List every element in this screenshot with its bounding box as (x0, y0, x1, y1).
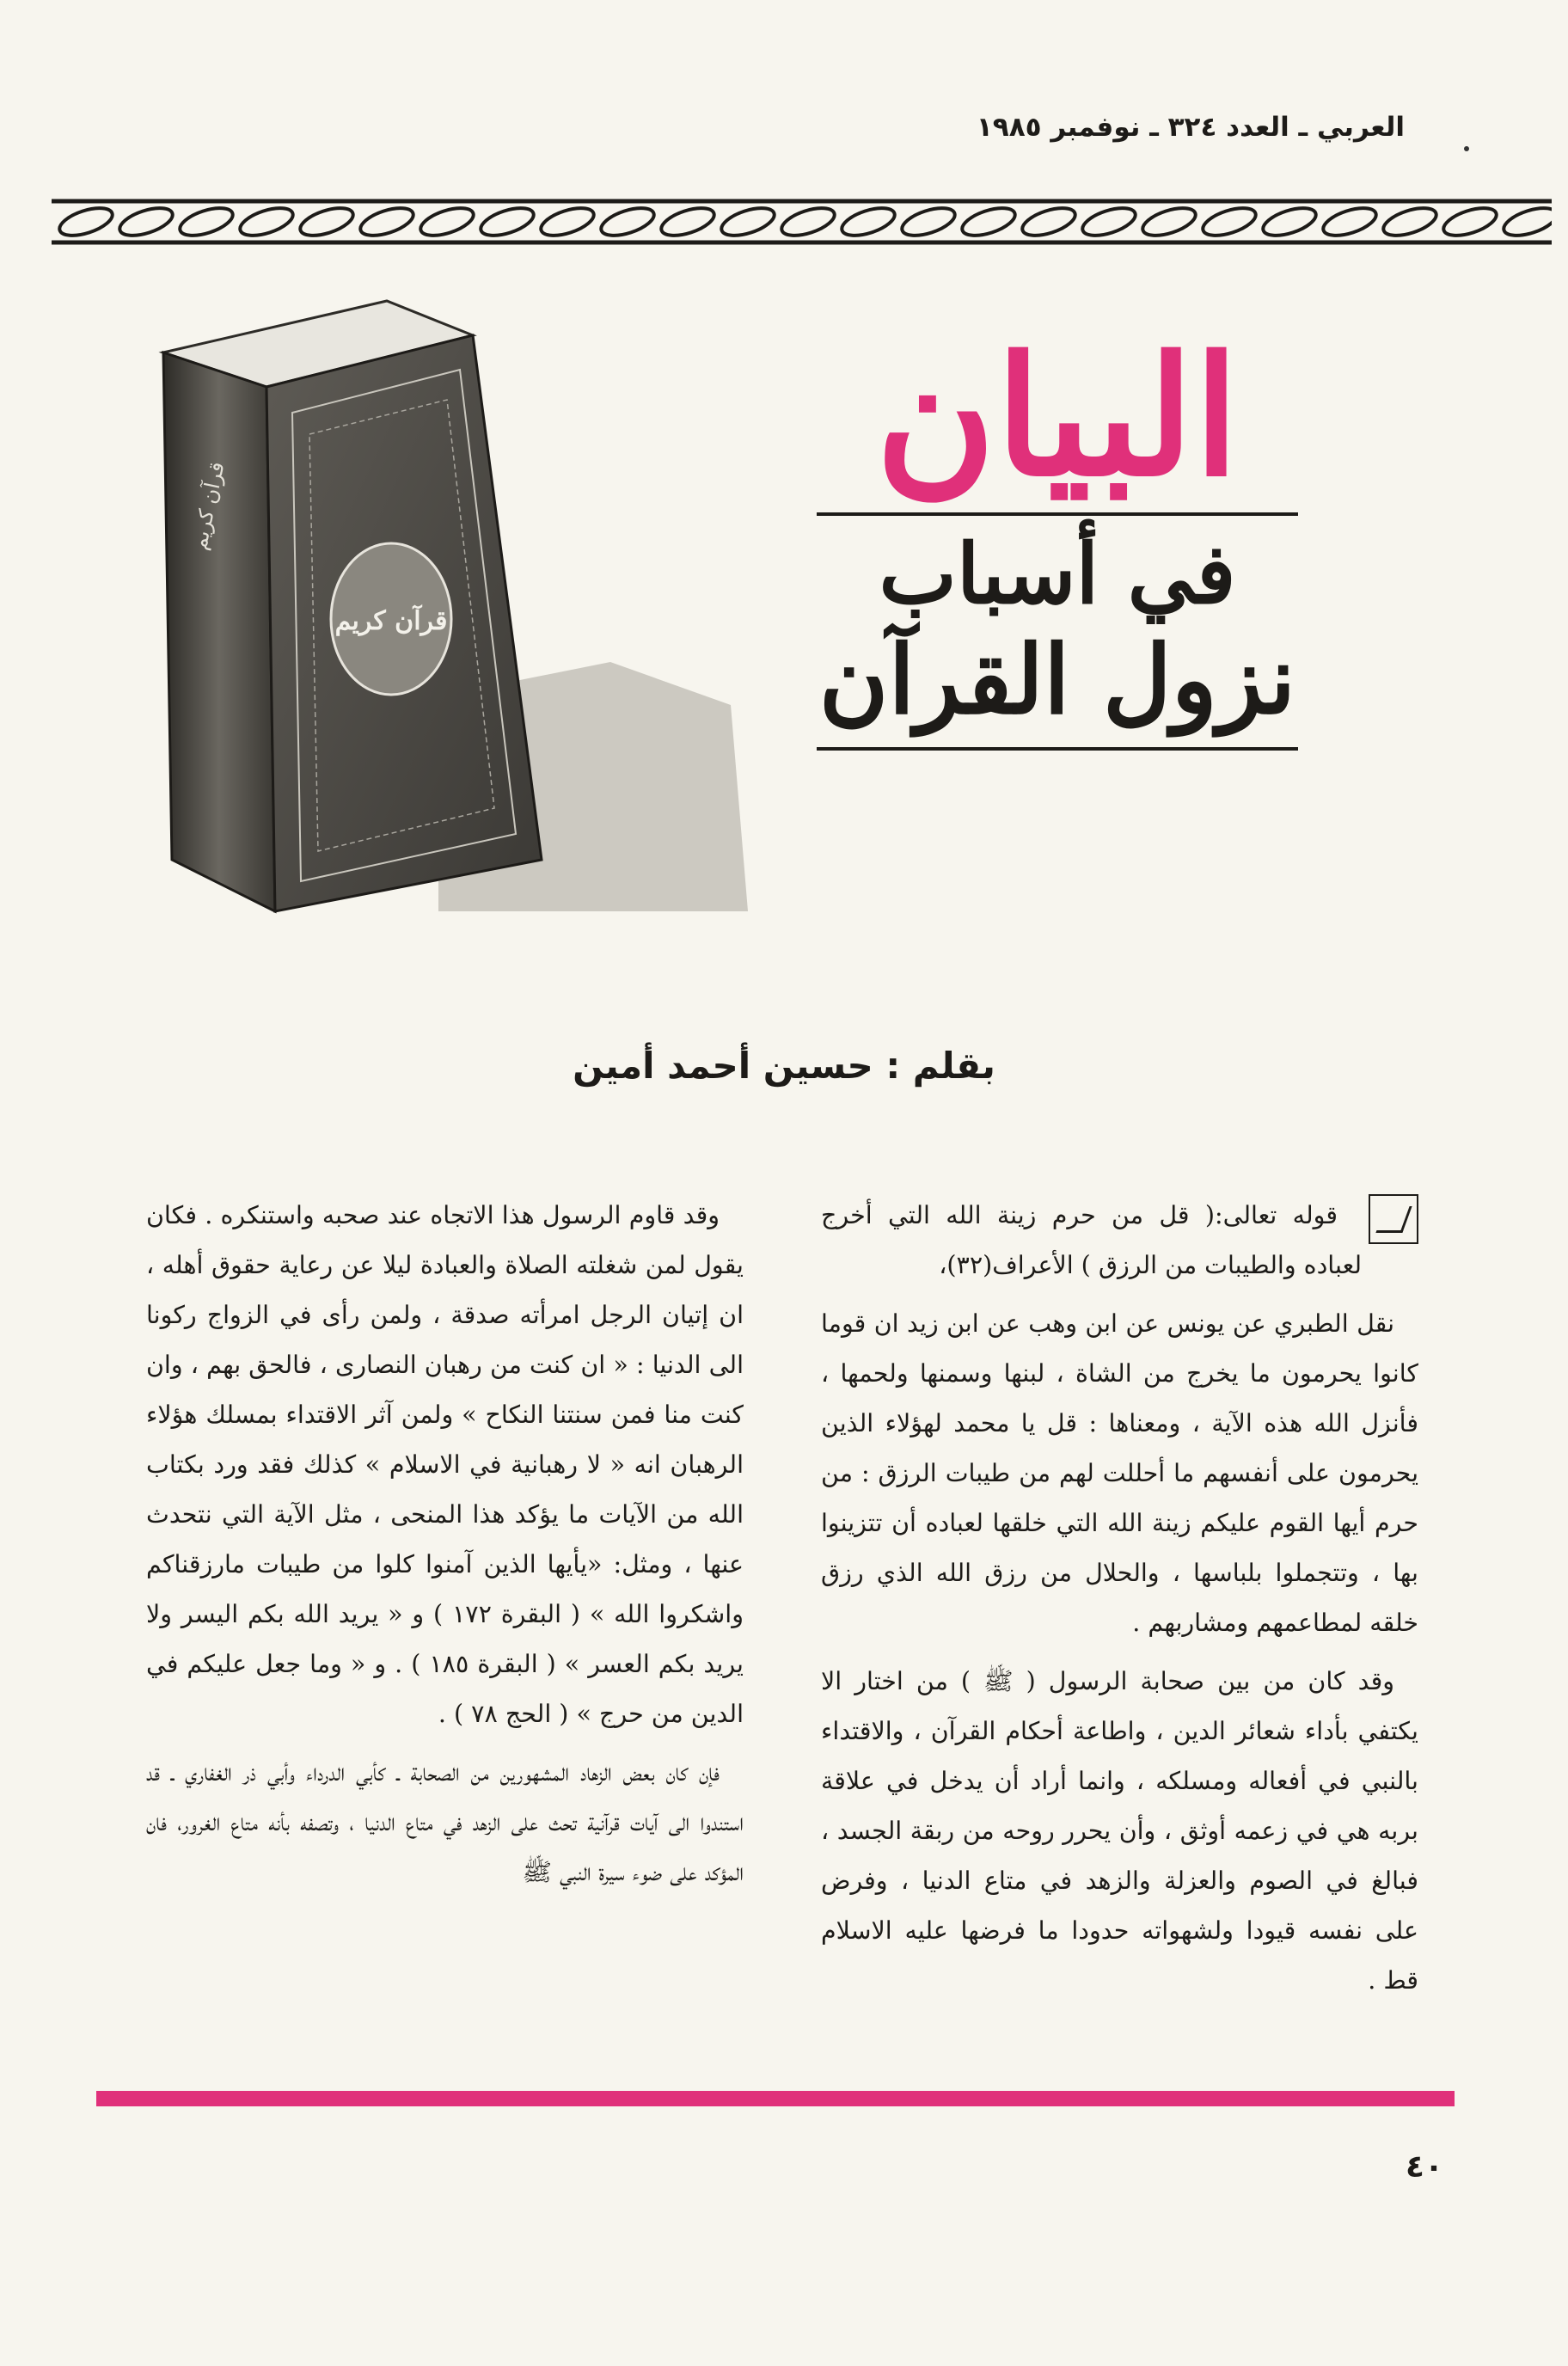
spine-title-text: قرآن كريم (187, 459, 230, 553)
chain-link (1260, 203, 1320, 242)
chain-link (57, 203, 116, 242)
chain-link (1020, 203, 1079, 242)
quran-book-illustration (129, 292, 765, 929)
chain-link (899, 203, 959, 242)
chain-link (478, 203, 537, 242)
page-number: ٤٠ (1406, 2149, 1443, 2185)
paragraph: نقل الطبري عن يونس عن ابن وهب عن ابن زيد ان قوما كانوا يحرمون ما يخرج من الشاة ، لبنها وسمنها ولحمها ، فأنزل الله هذه الآية ، ومعناها : قل يا محمد لهؤلاء الذين يحرمون على أنفسهم ما أحللت لهم من طيبات الرزق : من حرم أيها القوم عليكم زينة الله التي خلقها لعباده أن تتزينوا بها ، وتتجملوا بلباسها ، والحلال من رزق الله الذي رزق خلقه لمطاعمهم ومشاربهم . (821, 1309, 1418, 1637)
chain-link (177, 203, 236, 242)
book-spine (163, 352, 275, 911)
chain-ornament-border (52, 196, 1552, 248)
article-column-right (821, 1191, 1418, 2006)
running-header: العربي ـ العدد ٣٢٤ ـ نوفمبر ١٩٨٥ (976, 112, 1405, 143)
title-divider-bottom (817, 747, 1298, 751)
chain-link (598, 203, 658, 242)
chain-link (297, 203, 357, 242)
verse-ornament-icon (1369, 1194, 1418, 1244)
paragraph: وقد كان من بين صحابة الرسول ( ﷺ ) من اختار الا يكتفي بأداء شعائر الدين ، واطاعة أحكام القرآن ، والاقتداء بالنبي في أفعاله ومسلكه ، وانما أراد أن يدخل في علاقة بربه هي في زعمه أوثق ، وأن يحرر روحه من ربقة الجسد ، فبالغ في الصوم والعزلة والزهد في متاع الدنيا ، وفرض على نفسه قيودا ولشهواته حدودا ما فرضها عليه الاسلام قط . (821, 1667, 1418, 1995)
title-divider (817, 512, 1298, 516)
author-byline: بقلم : حسين أحمد أمين (573, 1045, 995, 1087)
chain-link (839, 203, 898, 242)
chain-link (779, 203, 838, 242)
article-title-block (808, 318, 1307, 920)
chain-link (1501, 203, 1552, 242)
chain-link (959, 203, 1019, 242)
chain-link (1381, 203, 1440, 242)
article-column-left (146, 1191, 744, 1897)
chain-link (418, 203, 477, 242)
chain-link (538, 203, 597, 242)
chain-link (1200, 203, 1259, 242)
title-main: البيان (875, 321, 1240, 512)
header-dot (1464, 146, 1469, 151)
article-body (146, 1191, 1418, 2050)
title-line-2: في أسباب (879, 525, 1236, 622)
chain-link (1140, 203, 1199, 242)
chain-link (658, 203, 718, 242)
chain-link (1320, 203, 1380, 242)
title-line-3: نزول القرآن (818, 624, 1296, 736)
footer-accent-bar (96, 2091, 1455, 2106)
paragraph: وقد قاوم الرسول هذا الاتجاه عند صحبه واستنكره . فكان يقول لمن شغلته الصلاة والعبادة ليلا عن رعاية حقوق أهله ، ان إتيان الرجل امرأته صدقة ، ولمن رأى في الزواج ركونا الى الدنيا : « ان كنت من رهبان النصارى ، فالحق بهم ، وان كنت منا فمن سنتنا النكاح » ولمن آثر الاقتداء بمسلك هؤلاء الرهبان انه « لا رهبانية في الاسلام » كذلك فقد ورد بكتاب الله من الآيات ما يؤكد هذا المنحى ، مثل الآية التي نتحدث عنها ، ومثل: «يأيها الذين آمنوا كلوا من طيبات مارزقناكم واشكروا الله » ( البقرة ١٧٢ ) و « يريد الله بكم اليسر ولا يريد بكم العسر » ( البقرة ١٨٥ ) . و « وما جعل عليكم في الدين من حرج » ( الحج ٧٨ ) . (146, 1201, 744, 1728)
chain-link (237, 203, 297, 242)
chain-link (1080, 203, 1139, 242)
chain-link (358, 203, 417, 242)
paragraph: فإن كان بعض الزهاد المشهورين من الصحابة ـ كأبي الدرداء وأبي ذر الغفاري ـ قد استندوا الى آيات قرآنية تحث على الزهد في متاع الدنيا ، وتصفه بأنه متاع الغرور، فان المؤكد على ضوء سيرة النبي ﷺ (146, 1758, 744, 1886)
chain-link (1441, 203, 1500, 242)
chain-link (117, 203, 176, 242)
chain-link (719, 203, 778, 242)
cover-title-text: قرآن كريم (334, 606, 448, 636)
paragraph: قوله تعالى:( قل من حرم زينة الله التي أخرج لعباده والطيبات من الرزق ) الأعراف(٣٢)، (821, 1191, 1418, 1290)
